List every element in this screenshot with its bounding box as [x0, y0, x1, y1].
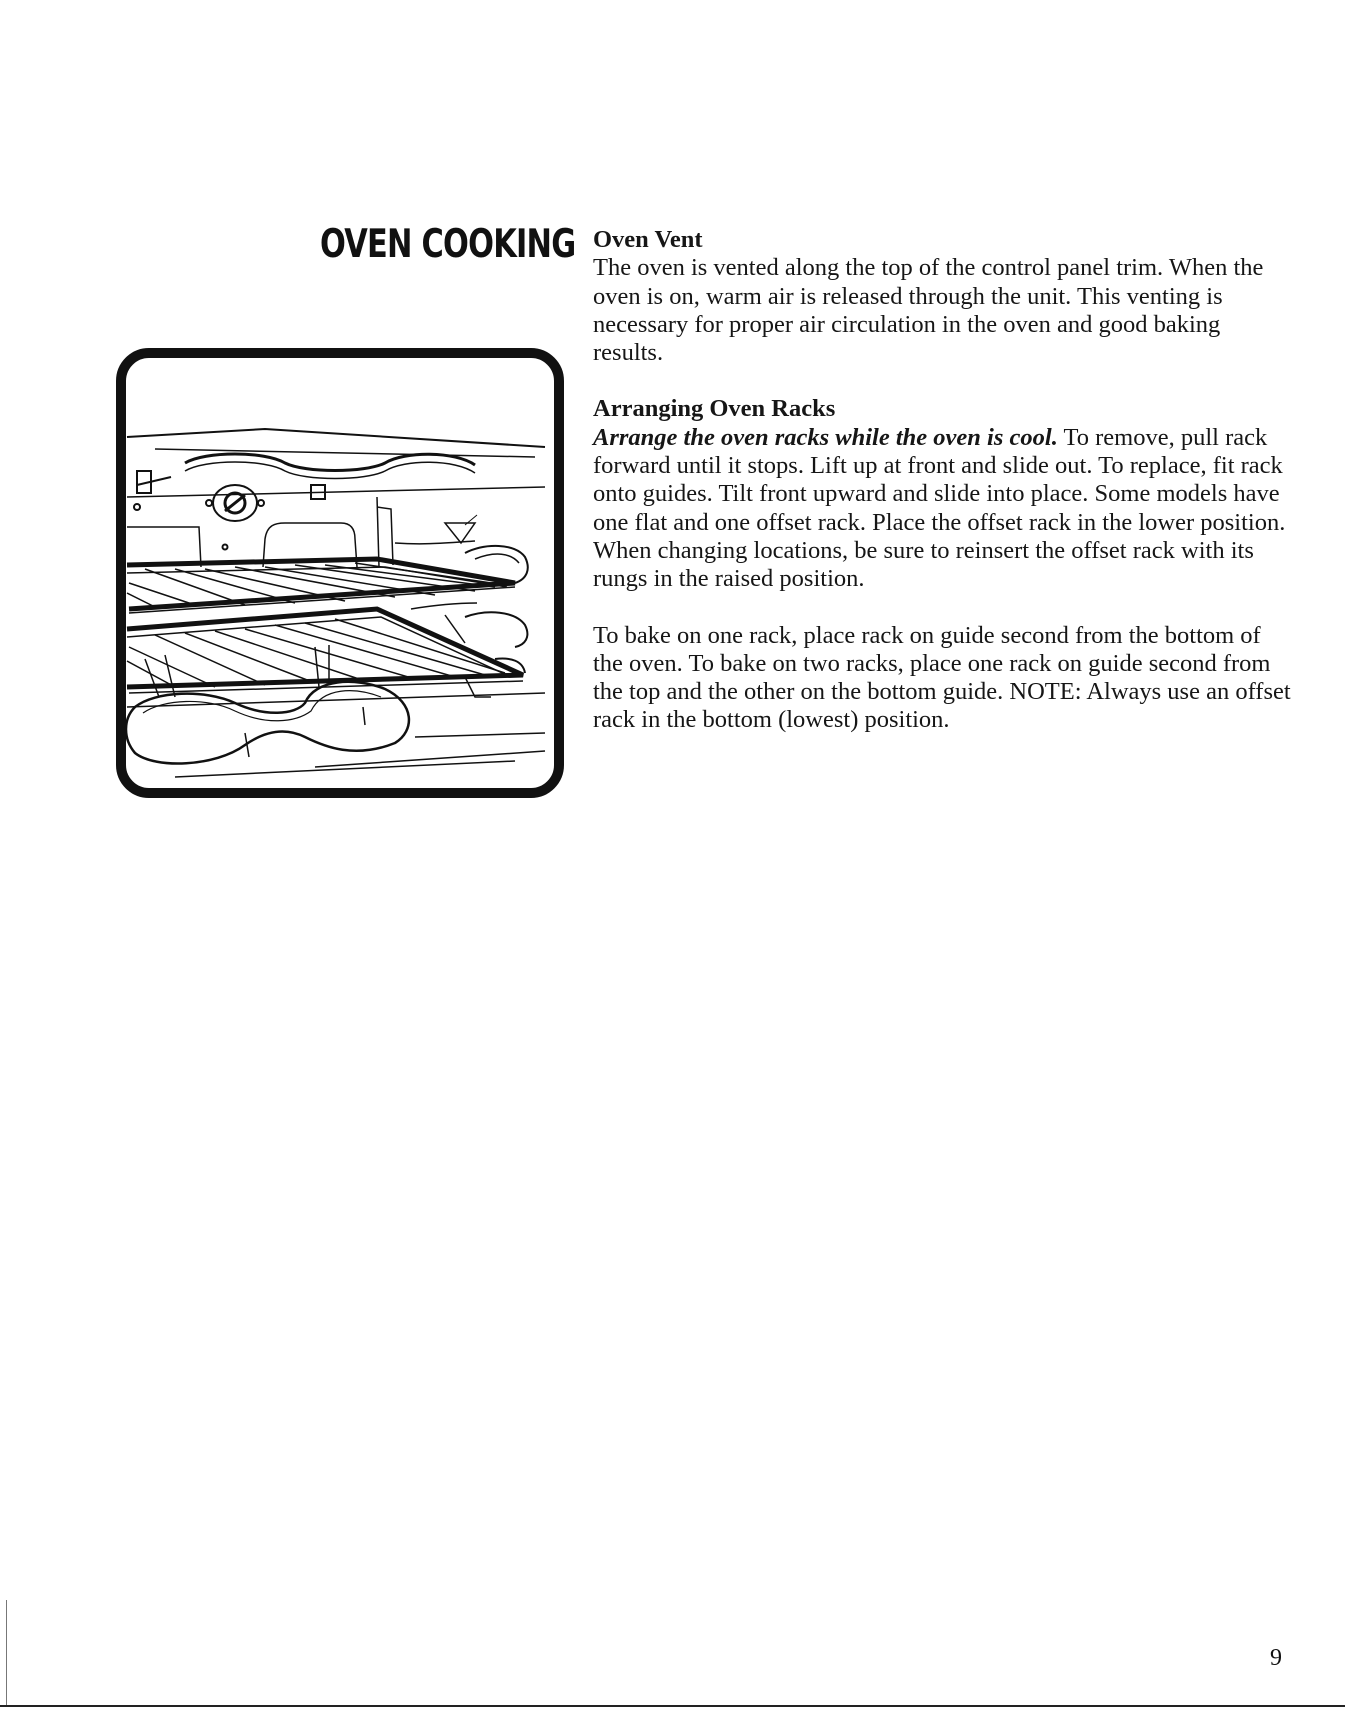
- oven-vent-body: The oven is vented along the top of the control panel trim. When the oven is on, warm air is released through the unit. This venting is necessary for proper air circulation in the oven and good baking results.: [593, 254, 1264, 367]
- left-edge-rule: [6, 1600, 7, 1705]
- page-heading: OVEN COOKING: [320, 222, 576, 267]
- page-number: 9: [1270, 1645, 1282, 1671]
- bottom-edge-rule: [0, 1705, 1345, 1707]
- arranging-racks-instructions: To remove, pull rack forward until it stops. Lift up at front and slide out. To replace, fit rack onto guides. Tilt front upward and slide into place. Some models have one flat and one offset rack. Place the offset rack in the lower position. When changing locations, be sure to reinsert the offset rack with its rungs in the raised position.: [593, 423, 1286, 593]
- arranging-racks-emphasis: Arrange the oven racks while the oven is cool.: [593, 423, 1058, 451]
- arranging-racks-title: Arranging Oven Racks: [593, 395, 836, 423]
- arranging-racks-body: [593, 424, 1293, 594]
- oven-vent-title: Oven Vent: [593, 226, 703, 253]
- oven-interior-racks-illustration: [115, 347, 565, 799]
- text-column: [593, 226, 1293, 735]
- rack-position-body: To bake on one rack, place rack on guide second from the bottom of the oven. To bake on two racks, place one rack on guide second from the top and the other on the bottom guide. NOTE: Always use an offset rack in the bottom (lowest) position.: [593, 621, 1291, 734]
